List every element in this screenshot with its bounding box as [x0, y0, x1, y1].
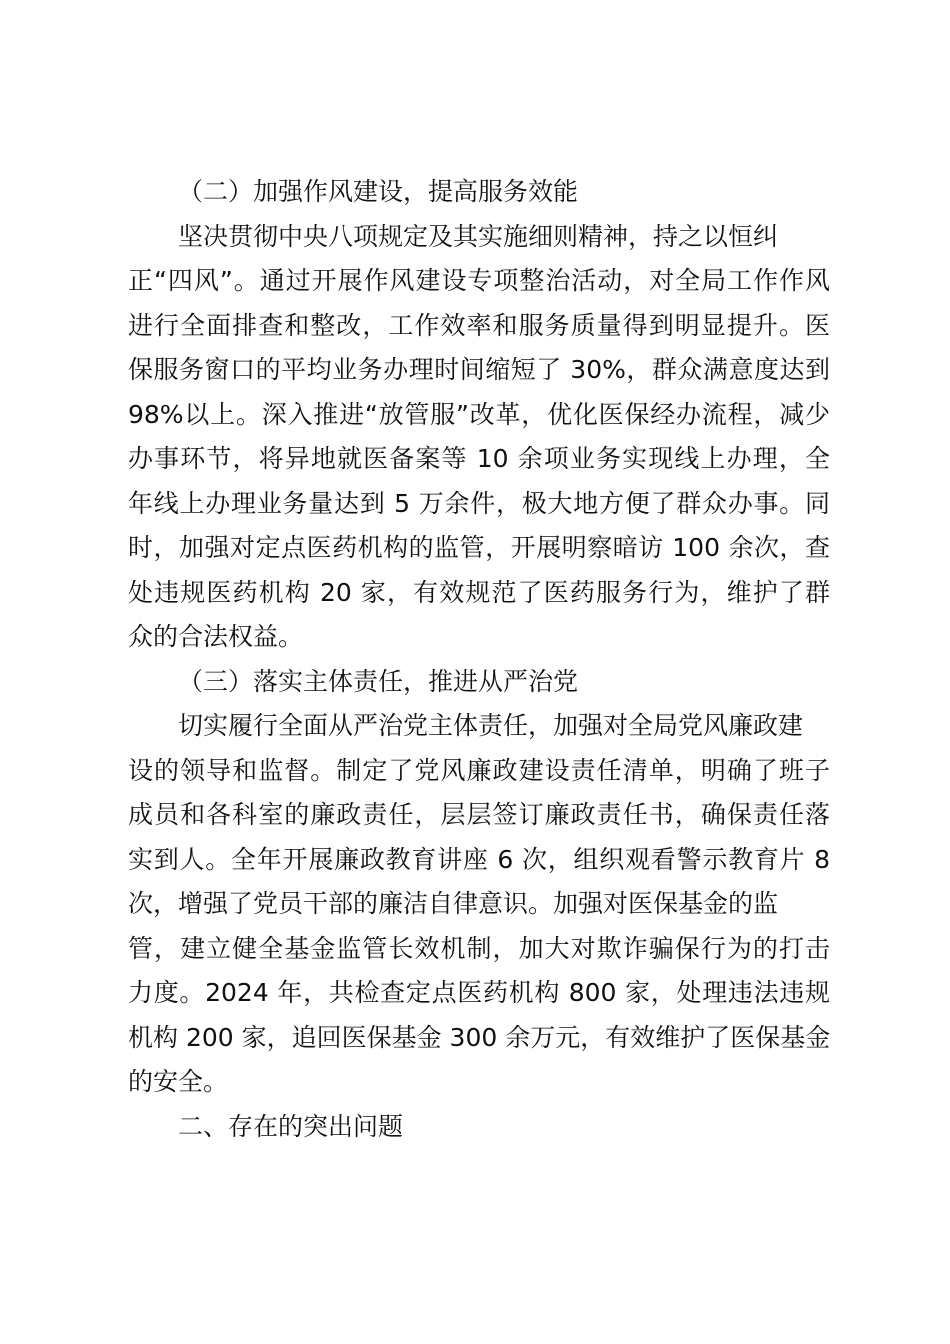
- paragraph-line: 机构 200 家，追回医保基金 300 余万元，有效维护了医保基金: [128, 1022, 831, 1052]
- paragraph-line: 实到人。全年开展廉政教育讲座 6 次，组织观看警示教育片 8: [128, 844, 830, 874]
- document-body: [128, 170, 830, 1149]
- paragraph-line: 的安全。: [128, 1067, 229, 1096]
- section-heading: （二）加强作风建设，提高服务效能: [178, 177, 579, 206]
- paragraph-line: 保服务窗口的平均业务办理时间缩短了 30%，群众满意度达到: [128, 355, 830, 384]
- part-heading: 二、存在的突出问题: [178, 1111, 404, 1141]
- paragraph-line: 力度。2024 年，共检查定点医药机构 800 家，处理违法违规: [128, 978, 830, 1007]
- paragraph-line: 正“四风”。通过开展作风建设专项整治活动，对全局工作作风: [128, 266, 830, 295]
- paragraph-line: 众的合法权益。: [128, 622, 304, 651]
- paragraph-line: 切实履行全面从严治党主体责任，加强对全局党风廉政建: [178, 711, 804, 740]
- paragraph-line: 办事环节，将异地就医备案等 10 余项业务实现线上办理，全: [128, 444, 830, 473]
- paragraph-line: 管，建立健全基金监管长效机制，加大对欺诈骗保行为的打击: [128, 933, 830, 963]
- section-heading: （三）落实主体责任，推进从严治党: [178, 666, 579, 696]
- paragraph-line: 年线上办理业务量达到 5 万余件，极大地方便了群众办事。同: [128, 488, 830, 518]
- paragraph-line: 设的领导和监督。制定了党风廉政建设责任清单，明确了班子: [128, 755, 830, 785]
- paragraph-line: 次，增强了党员干部的廉洁自律意识。加强对医保基金的监: [128, 889, 779, 918]
- paragraph-line: 时，加强对定点医药机构的监管，开展明察暗访 100 余次，查: [128, 533, 830, 562]
- paragraph-line: 98%以上。深入推进“放管服”改革，优化医保经办流程，减少: [128, 399, 830, 429]
- paragraph-line: 成员和各科室的廉政责任，层层签订廉政责任书，确保责任落: [128, 800, 830, 829]
- paragraph-line: 进行全面排查和整改，工作效率和服务质量得到明显提升。医: [128, 310, 830, 340]
- paragraph-line: 坚决贯彻中央八项规定及其实施细则精神，持之以恒纠: [178, 221, 779, 251]
- paragraph-line: 处违规医药机构 20 家，有效规范了医药服务行为，维护了群: [128, 577, 830, 607]
